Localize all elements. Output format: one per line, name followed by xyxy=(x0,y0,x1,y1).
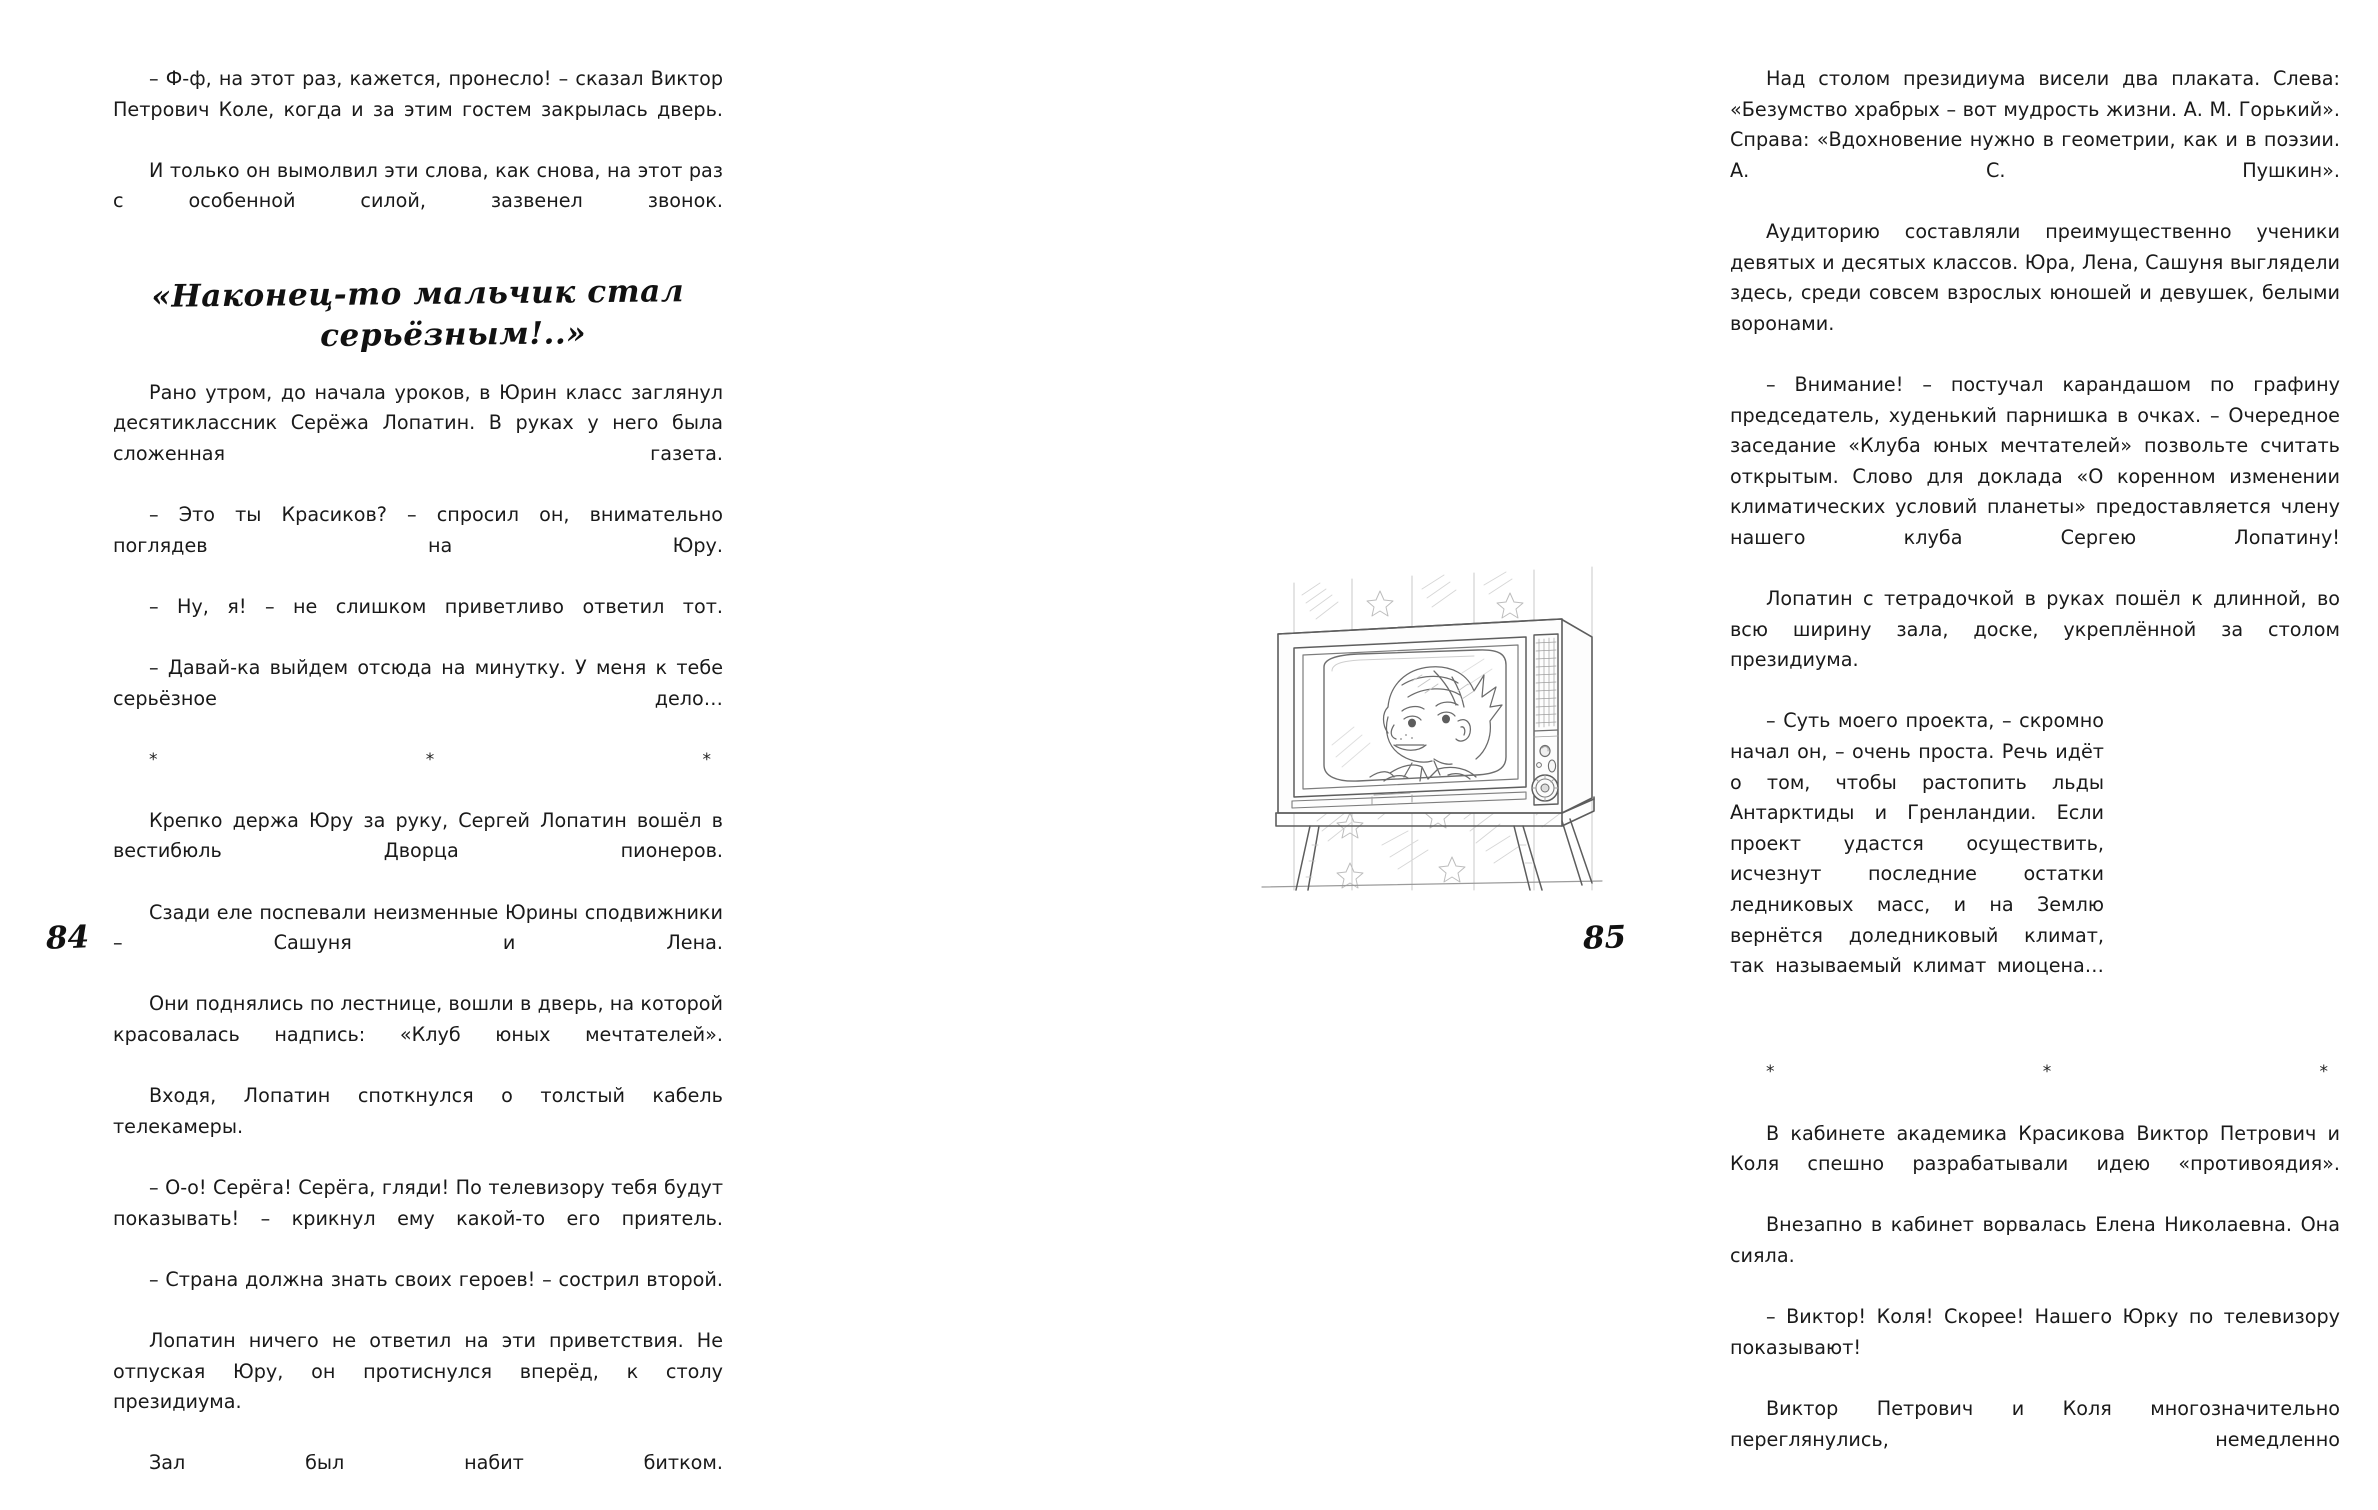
paragraph: Входя, Лопатин споткнулся о толстый кабель телекамеры. xyxy=(113,1084,723,1138)
right-page xyxy=(844,0,2340,1451)
paragraph: Зал был набит битком. xyxy=(149,1451,723,1475)
paragraph: – Виктор! Коля! Скорее! Нашего Юрку по телевизору показывают! xyxy=(1730,1305,2340,1359)
left-page xyxy=(0,0,844,1475)
paragraph: Крепко держа Юру за руку, Сергей Лопатин вошёл в вестибюль Дворца пионеров. xyxy=(113,808,723,863)
paragraph: Над столом президиума висели два плаката. Слева: «Безумство храбрых – вот мудрость жизни. А. М. Горький». Справа: «Вдохновение нужно в геометрии, как и в поэзии. А. С. Пушкин». xyxy=(1730,67,2340,182)
paragraph: – Ну, я! – не слишком приветливо ответил тот. xyxy=(149,594,723,618)
chapter-heading-line-2: серьёзным!..» xyxy=(319,314,587,354)
paragraph: Лопатин с тетрадочкой в руках пошёл к длинной, во всю ширину зала, доске, укреплённой за столом президиума. xyxy=(1730,587,2340,672)
scene-divider: * * * xyxy=(149,749,723,770)
paragraph: – Это ты Красиков? – спросил он, внимательно поглядев на Юру. xyxy=(113,502,723,557)
paragraph: Виктор Петрович и Коля многозначительно переглянулись, немедленно xyxy=(1730,1396,2340,1451)
chapter-heading xyxy=(113,270,724,358)
paragraph: – Суть моего проекта, – скромно начал он, – очень проста. Речь идёт о том, чтобы растопить льды Антарктиды и Гренландии. Если проект удастся осуществить, исчезнут последние остатки ледниковых масс, и на Землю вернётся доледниковый климат, так называемый климат миоцена… xyxy=(1730,709,2104,978)
paragraph: Сзади еле поспевали неизменные Юрины сподвижники – Сашуня и Лена. xyxy=(113,900,723,955)
paragraph: Они поднялись по лестнице, вошли в дверь, на которой красовалась надпись: «Клуб юных мечтателей». xyxy=(113,992,723,1047)
paragraph: – Давай-ка выйдем отсюда на минутку. У меня к тебе серьёзное дело… xyxy=(113,655,723,710)
paragraph: И только он вымолвил эти слова, как снова, на этот раз с особенной силой, зазвенел звонок. xyxy=(113,158,723,213)
illustration-text-wrap xyxy=(2120,710,2378,1026)
paragraph: – Ф-ф, на этот раз, кажется, пронесло! – сказал Виктор Петрович Коле, когда и за этим гостем закрылась дверь. xyxy=(113,67,723,121)
paragraph: Внезапно в кабинет ворвалась Елена Николаевна. Она сияла. xyxy=(1730,1213,2340,1267)
page-number-right: 85 xyxy=(1582,919,1627,957)
page-number-left: 84 xyxy=(45,919,90,957)
paragraph: – О-о! Серёга! Серёга, гляди! По телевизору тебя будут показывать! – крикнул ему какой-то его приятель. xyxy=(113,1176,723,1230)
paragraph: – Внимание! – постучал карандашом по графину председатель, худенький парнишка в очках. – Очередное заседание «Клуба юных мечтателей» позвольте считать открытым. Слово для доклада «О коренном изменении климатических условий планеты» предоставляется члену нашего клуба Сергею Лопатину! xyxy=(1730,372,2340,549)
paragraph: Рано утром, до начала уроков, в Юрин класс заглянул десятиклассник Серёжа Лопатин. В руках у него была сложенная газета. xyxy=(113,380,723,465)
paragraph: Аудиторию составляли преимущественно ученики девятых и десятых классов. Юра, Лена, Сашуня выглядели здесь, среди совсем взрослых юношей и девушек, белыми воронами. xyxy=(1730,219,2340,335)
paragraph: В кабинете академика Красикова Виктор Петрович и Коля спешно разрабатывали идею «противоядия». xyxy=(1730,1121,2340,1176)
scene-divider: * * * xyxy=(1766,1062,2340,1083)
right-page-text-column xyxy=(1730,64,2340,1486)
chapter-heading-line-1: «Наконец-то мальчик стал xyxy=(151,272,685,315)
paragraph: – Страна должна знать своих героев! – сострил второй. xyxy=(149,1267,723,1291)
left-page-text-column xyxy=(113,64,723,1510)
paragraph: Лопатин ничего не ответил на эти приветствия. Не отпуская Юру, он протиснулся вперёд, к столу президиума. xyxy=(113,1328,723,1414)
